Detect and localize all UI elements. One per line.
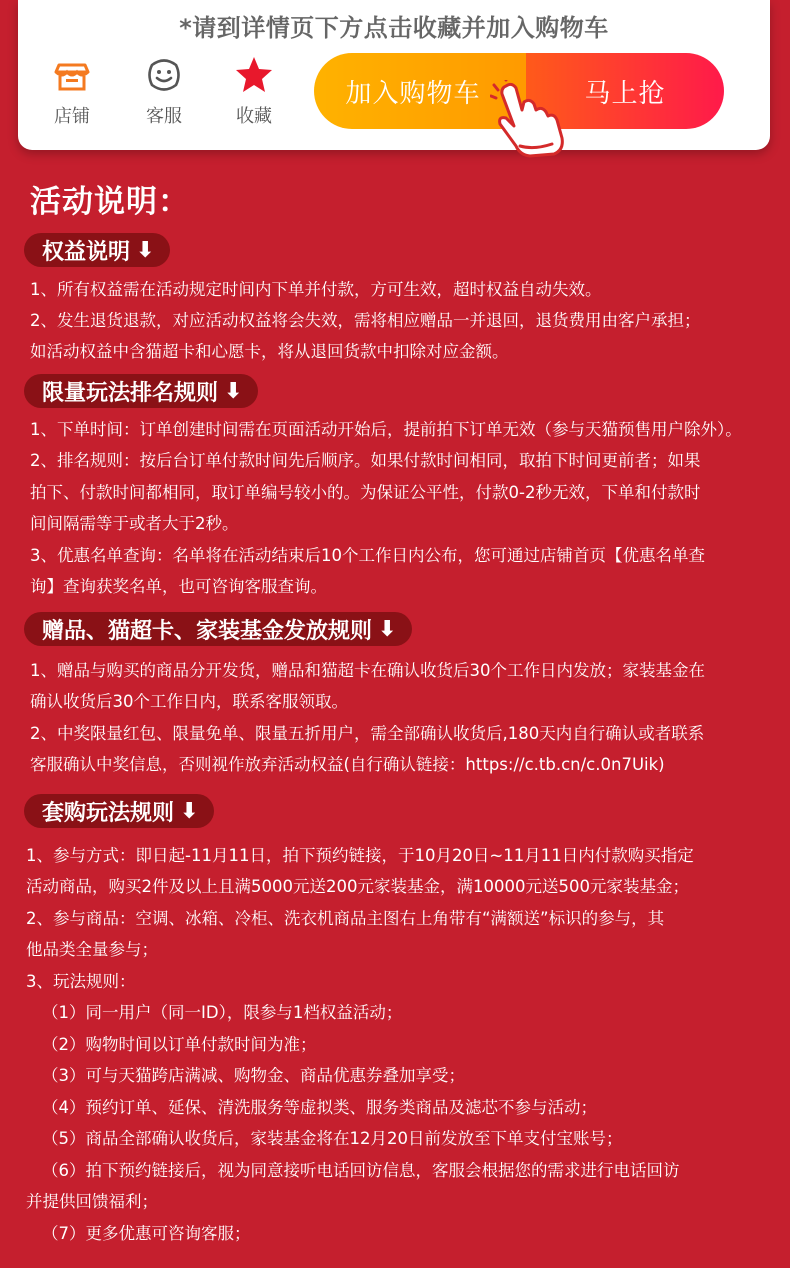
rule-line: （5）商品全部确认收货后，家装基金将在12月20日前发放至下单支付宝账号； [42,1129,623,1148]
favorite-label: 收藏 [236,106,272,127]
rule-line: （4）预约订单、延保、清洗服务等虚拟类、服务类商品及滤芯不参与活动； [42,1098,597,1117]
rule-line: 间间隔需等于或者大于2秒。 [30,514,239,533]
rule-line: 他品类全量参与； [26,940,158,959]
down-arrow-icon: ⬇ [224,378,243,404]
section-title: 权益说明 [42,239,131,265]
store-nav[interactable] [32,56,112,128]
rule-line: 1、所有权益需在活动规定时间内下单并付款，方可生效，超时权益自动失效。 [30,280,602,299]
rule-line: （7）更多优惠可咨询客服； [42,1224,251,1243]
rule-line: 活动商品，购买2件及以上且满5000元送200元家装基金，满10000元送500元家装基金； [26,877,689,896]
section-heading-ranking [24,374,258,408]
rule-line: 2、中奖限量红包、限量免单、限量五折用户，需全部确认收货后,180天内自行确认或者联系 [30,724,705,743]
star-icon [214,56,294,94]
rule-line: 拍下、付款时间都相同，取订单编号较小的。为保证公平性，付款0-2秒无效，下单和付款时 [30,483,701,502]
pointing-hand-icon [490,80,570,158]
down-arrow-icon: ⬇ [136,237,155,263]
down-arrow-icon: ⬇ [180,798,199,824]
section-title: 赠品、猫超卡、家装基金发放规则 [42,618,373,644]
section-title: 限量玩法排名规则 [42,380,219,406]
rule-line: 3、优惠名单查询：名单将在活动结束后10个工作日内公布，您可通过店铺首页【优惠名单查 [30,546,705,565]
rule-line: 3、玩法规则： [26,972,136,991]
store-icon [32,56,112,94]
smiley-icon [124,56,204,94]
store-label: 店铺 [54,106,90,127]
rule-line: （3）可与天猫跨店满减、购物金、商品优惠券叠加享受； [42,1066,465,1085]
rule-line: 2、参与商品：空调、冰箱、冷柜、洗衣机商品主图右上角带有“满额送”标识的参与，其 [26,909,665,928]
rule-line: 1、赠品与购买的商品分开发货，赠品和猫超卡在确认收货后30个工作日内发放；家装基金在 [30,661,705,680]
rule-line: （6）拍下预约链接后，视为同意接听电话回访信息，客服会根据您的需求进行电话回访 [42,1161,680,1180]
rule-line: 1、下单时间：订单创建时间需在页面活动开始后，提前拍下订单无效（参与天猫预售用户除外）。 [30,420,742,439]
rule-line: 询】查询获奖名单，也可咨询客服查询。 [30,577,327,596]
rule-line: 2、排名规则：按后台订单付款时间先后顺序。如果付款时间相同，取拍下时间更前者；如果 [30,451,701,470]
rule-line: 并提供回馈福利； [26,1192,158,1211]
rule-line: 如活动权益中含猫超卡和心愿卡，将从退回货款中扣除对应金额。 [30,342,509,361]
rule-line: 2、发生退货退款，对应活动权益将会失效，需将相应赠品一并退回，退货费用由客户承担； [30,311,701,330]
favorite-hint: *请到详情页下方点击收藏并加入购物车 [179,14,609,42]
section-heading-gifts [24,612,412,646]
section-heading-benefits [24,233,170,267]
action-bar [18,0,770,150]
favorite-nav[interactable] [214,56,294,128]
rule-line: 确认收货后30个工作日内，联系客服领取。 [30,692,348,711]
rule-line: 1、参与方式：即日起-11月11日，拍下预约链接，于10月20日~11月11日内付款购买指定 [26,846,694,865]
service-label: 客服 [146,106,182,127]
rule-line: （1）同一用户（同一ID），限参与1档权益活动； [42,1003,403,1022]
down-arrow-icon: ⬇ [378,616,397,642]
rule-line: 客服确认中奖信息，否则视作放弃活动权益(自行确认链接：https://c.tb.cn/c.0n7Uik) [30,755,665,774]
buy-now-button[interactable]: 马上抢 [526,53,724,129]
add-to-cart-button[interactable]: 加入购物车 [314,53,526,129]
customer-service-nav[interactable] [124,56,204,128]
page-title: 活动说明： [30,184,190,220]
rule-line: （2）购物时间以订单付款时间为准； [42,1035,317,1054]
section-heading-bundle [24,794,214,828]
section-title: 套购玩法规则 [42,800,175,826]
